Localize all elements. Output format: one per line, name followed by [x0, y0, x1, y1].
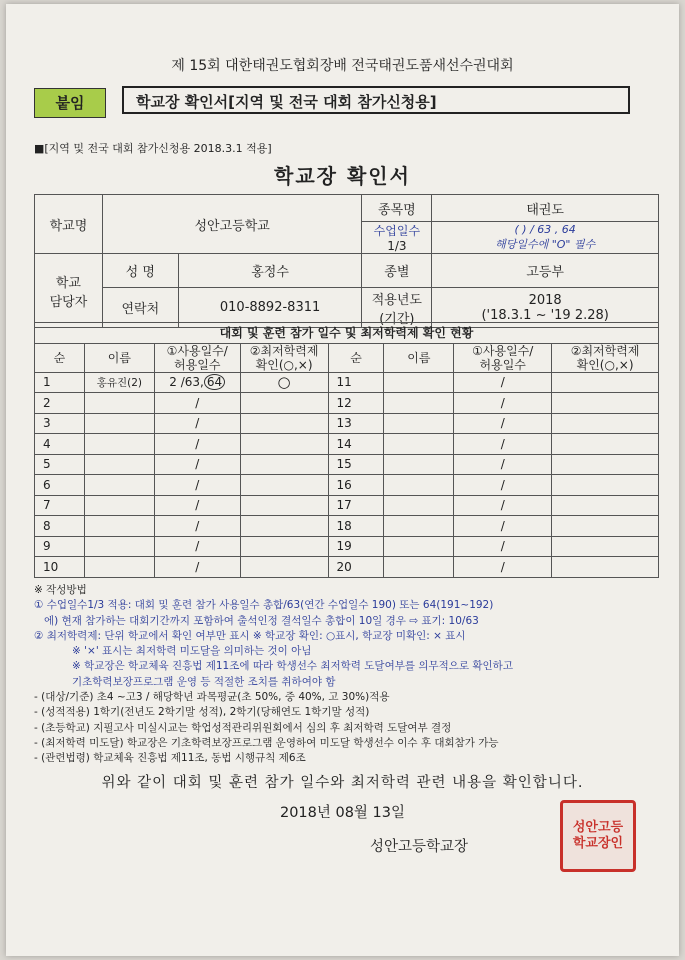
table-row — [35, 393, 659, 414]
row-no-right: 14 — [328, 434, 384, 455]
row-name-right — [384, 454, 454, 475]
row-days — [154, 454, 240, 475]
row-days — [154, 393, 240, 414]
row-name — [84, 454, 154, 475]
confirmation-text: 위와 같이 대회 및 훈련 참가 일수와 최저학력 관련 내용을 확인합니다. — [101, 775, 584, 791]
row-days-right: / — [454, 413, 552, 434]
category-label: 종별 — [362, 254, 432, 288]
days-circled: 64 — [204, 374, 225, 390]
row-name — [84, 495, 154, 516]
row-check — [240, 475, 328, 496]
row-check-right — [552, 372, 659, 393]
event-label: 종목명 — [362, 195, 432, 222]
competition-title: 제 15회 대한태권도협회장배 전국태권도품새선수권대회 — [171, 58, 514, 74]
days-used: / — [195, 416, 200, 431]
header-days: ①사용일수/ 허용일수 — [154, 343, 240, 372]
note-line: - (관련법령) 학교체육 진흥법 제11조, 동법 시행규칙 제6조 — [34, 752, 306, 765]
row-days-right: / — [454, 372, 552, 393]
row-check — [240, 434, 328, 455]
row-days — [154, 516, 240, 537]
name-label: 성 명 — [102, 254, 178, 288]
row-no: 6 — [35, 475, 85, 496]
event-value: 태권도 — [432, 195, 659, 222]
days-used: / — [195, 539, 200, 554]
note-line: ※ 작성방법 — [34, 584, 87, 596]
section-title: 대회 및 훈련 참가 일수 및 최저학력제 확인 현황 — [35, 323, 659, 344]
row-no: 9 — [35, 536, 85, 557]
row-days-right: / — [454, 454, 552, 475]
header-title: 학교장 확인서[지역 및 전국 대회 참가신청용] — [122, 86, 630, 114]
note-line: - (초등학교) 지필고사 미실시교는 학업성적관리위원회에서 심의 후 최저학력 도달여부 결정 — [34, 721, 452, 734]
table-row — [35, 557, 659, 578]
header-no: 순 — [35, 343, 85, 372]
contact-label: 연락처 — [102, 288, 178, 328]
row-check — [240, 393, 328, 414]
row-name: 홍유진(2) — [84, 372, 154, 393]
attachment-badge: 붙임 — [34, 88, 106, 118]
row-name — [84, 393, 154, 414]
row-no-right: 19 — [328, 536, 384, 557]
row-no-right: 16 — [328, 475, 384, 496]
row-check — [240, 516, 328, 537]
table-row — [35, 475, 659, 496]
row-check-right — [552, 495, 659, 516]
info-table — [34, 194, 659, 328]
days-used: 2 /63, — [169, 375, 204, 390]
days-used: / — [195, 436, 200, 451]
row-name-right — [384, 475, 454, 496]
row-days — [154, 536, 240, 557]
table-row — [35, 413, 659, 434]
row-days — [154, 413, 240, 434]
principal-name: 성안고등학교장 — [370, 839, 469, 855]
header-name: 이름 — [84, 343, 154, 372]
row-no: 1 — [35, 372, 85, 393]
row-check-right — [552, 434, 659, 455]
table-row — [35, 495, 659, 516]
row-days — [154, 475, 240, 496]
row-days — [154, 372, 240, 393]
row-no-right: 11 — [328, 372, 384, 393]
row-days-right: / — [454, 557, 552, 578]
row-days — [154, 495, 240, 516]
school-label: 학교명 — [35, 195, 103, 254]
days-used: / — [195, 498, 200, 513]
row-check — [240, 495, 328, 516]
note-line: - (최저학력 미도달) 학교장은 기초학력보장프로그램 운영하여 미도달 학생선수 이수 후 대회참가 가능 — [34, 736, 499, 749]
row-name-right — [384, 557, 454, 578]
manager-label: 학교 담당자 — [35, 254, 103, 328]
days-used: / — [195, 395, 200, 410]
row-no-right: 15 — [328, 454, 384, 475]
row-check — [240, 536, 328, 557]
row-name-right — [384, 434, 454, 455]
table-row — [35, 434, 659, 455]
row-check-right — [552, 475, 659, 496]
document-title: 학교장 확인서 — [274, 164, 411, 188]
row-no: 5 — [35, 454, 85, 475]
row-days-right: / — [454, 516, 552, 537]
row-check-right — [552, 413, 659, 434]
row-name — [84, 536, 154, 557]
row-check-right — [552, 454, 659, 475]
note-line: ① 수업일수1/3 적용: 대회 및 훈련 참가 사용일수 총합/63(연간 수업일수 190) 또는 64(191~192) — [34, 599, 494, 612]
row-name-right — [384, 495, 454, 516]
days-value: ( ) / 63 , 64 해당일수에 "O" 필수 — [432, 222, 659, 254]
note-line: ② 최저학력제: 단위 학교에서 확인 여부만 표시 ※ 학교장 확인: ○표시, 학교장 미확인: × 표시 — [34, 629, 466, 642]
contact-value: 010-8892-8311 — [178, 288, 362, 328]
row-name-right — [384, 372, 454, 393]
days-used: / — [195, 477, 200, 492]
note-line: - (대상/기준) 초4 ~고3 / 해당학년 과목평균(초 50%, 중 40%, 고 30%)적용 — [34, 691, 390, 704]
row-check-right — [552, 557, 659, 578]
row-days-right: / — [454, 393, 552, 414]
row-check — [240, 557, 328, 578]
year-label: 적용년도 (기간) — [362, 288, 432, 328]
row-days-right: / — [454, 495, 552, 516]
applicability-note: ■[지역 및 전국 대회 참가신청용 2018.3.1 적용] — [34, 142, 272, 155]
note-line: ※ '×' 표시는 최저학력 미도달을 의미하는 것이 아님 — [72, 645, 312, 658]
row-check — [240, 413, 328, 434]
row-check-right — [552, 536, 659, 557]
row-no-right: 20 — [328, 557, 384, 578]
row-no: 3 — [35, 413, 85, 434]
table-row — [35, 454, 659, 475]
row-no-right: 17 — [328, 495, 384, 516]
header-name-right: 이름 — [384, 343, 454, 372]
table-row — [35, 516, 659, 537]
row-name-right — [384, 393, 454, 414]
note-line: - (성적적용) 1학기(전년도 2학기말 성적), 2학기(당해연도 1학기말 성적) — [34, 706, 370, 719]
days-used: / — [195, 457, 200, 472]
name-value: 홍정수 — [178, 254, 362, 288]
row-check-right — [552, 516, 659, 537]
row-no: 2 — [35, 393, 85, 414]
year-value: 2018 ('18.3.1 ~ '19 2.28) — [432, 288, 659, 328]
row-name — [84, 557, 154, 578]
note-line: 기초학력보장프로그램 운영 등 적절한 조치를 취하여야 함 — [72, 675, 336, 688]
row-name — [84, 475, 154, 496]
row-days — [154, 557, 240, 578]
row-name-right — [384, 516, 454, 537]
row-no-right: 18 — [328, 516, 384, 537]
days-used: / — [195, 559, 200, 574]
row-no: 7 — [35, 495, 85, 516]
row-days-right: / — [454, 536, 552, 557]
row-check-right — [552, 393, 659, 414]
row-name — [84, 516, 154, 537]
header-days-right: ①사용일수/ 허용일수 — [454, 343, 552, 372]
note-line: 에) 현재 참가하는 대회기간까지 포함하여 출석인정 결석일수 총합이 10일 경우 ⇨ 표기: 10/63 — [44, 614, 479, 627]
school-value: 성안고등학교 — [102, 195, 362, 254]
header-no-right: 순 — [328, 343, 384, 372]
school-seal: 성안고등학교장인 — [560, 800, 636, 872]
row-days-right: / — [454, 434, 552, 455]
row-name — [84, 434, 154, 455]
header-min-right: ②최저학력제 확인(○,×) — [552, 343, 659, 372]
note-line: ※ 학교장은 학교체육 진흥법 제11조에 따라 학생선수 최저학력 도달여부를 의무적으로 확인하고 — [72, 660, 513, 673]
row-days-right: / — [454, 475, 552, 496]
row-name-right — [384, 536, 454, 557]
row-name-right — [384, 413, 454, 434]
writing-notes — [34, 583, 659, 767]
category-value: 고등부 — [432, 254, 659, 288]
header-min: ②최저학력제 확인(○,×) — [240, 343, 328, 372]
row-name — [84, 413, 154, 434]
days-label: 수업일수 1/3 — [362, 222, 432, 254]
row-no: 10 — [35, 557, 85, 578]
row-check: ○ — [240, 372, 328, 393]
row-no-right: 12 — [328, 393, 384, 414]
table-row — [35, 536, 659, 557]
date-text: 2018년 08월 13일 — [279, 805, 406, 821]
row-no: 8 — [35, 516, 85, 537]
table-row — [35, 372, 659, 393]
row-no-right: 13 — [328, 413, 384, 434]
participation-table — [34, 322, 659, 578]
row-no: 4 — [35, 434, 85, 455]
row-days — [154, 434, 240, 455]
days-used: / — [195, 518, 200, 533]
row-check — [240, 454, 328, 475]
